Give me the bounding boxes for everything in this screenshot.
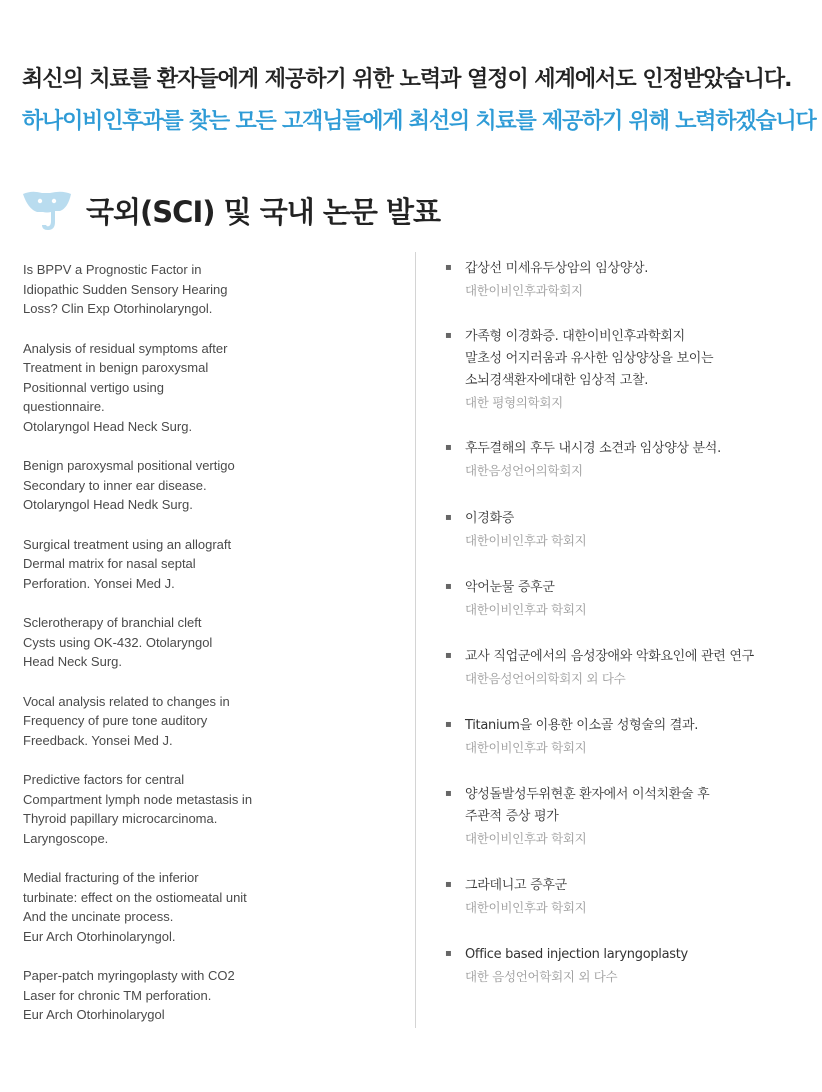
paper-line: Otolaryngol Head Nedk Surg. [23,497,193,512]
bullet-icon: ▪ [445,650,452,661]
paper-line: Secondary to inner ear disease. [23,477,207,493]
paper-source: 대한이비인후과 학회지 [465,740,587,755]
paper-line: Laser for chronic TM perforation. [23,987,212,1003]
domestic-paper-item [445,875,815,919]
paper-line: Frequency of pure tone auditory [23,713,208,728]
paper-line: Analysis of residual symptoms after [23,340,228,356]
paper-line: Predictive factors for central [23,772,185,787]
paper-title: 주관적 증상 평가 [465,809,559,824]
paper-line: Compartment lymph node metastasis in [23,791,253,807]
domestic-papers-list [445,258,815,988]
bullet-icon: ▪ [445,330,452,341]
paper-item [23,260,403,319]
paper-title: 양성돌발성두위현훈 환자에서 이석치환술 후 [465,787,710,802]
bullet-icon: ▪ [445,788,452,799]
bullet-icon: ▪ [445,442,452,453]
paper-line: Loss? Clin Exp Otorhinolaryngol. [23,301,213,316]
paper-line: Sclerotherapy of branchial cleft [23,615,202,630]
paper-line: Surgical treatment using an allograft [23,536,232,552]
domestic-paper-item [445,258,815,302]
paper-line: Eur Arch Otorhinolarygol [23,1007,165,1022]
domestic-paper-item [445,944,815,988]
paper-line: Otolaryngol Head Neck Surg. [23,418,193,434]
paper-line: Medial fracturing of the inferior [23,870,199,885]
paper-title: 이경화증 [465,511,515,526]
headline: 최신의 치료를 환자들에게 제공하기 위한 노력과 열정이 세계에서도 인정받았습니다. [22,67,792,92]
paper-line: Positionnal vertigo using [23,379,164,395]
domestic-paper-item [445,646,815,690]
paper-line: Dermal matrix for nasal septal [23,556,196,571]
paper-title: 갑상선 미세유두상암의 임상양상. [465,261,649,276]
paper-source: 대한 음성언어학회지 외 다수 [465,969,618,984]
section-header [20,188,440,232]
paper-source: 대한이비인후과 학회지 [465,533,587,548]
paper-line: Freedback. Yonsei Med J. [23,732,173,748]
paper-item [23,692,403,751]
paper-title: 소뇌경색환자에대한 임상적 고찰. [465,373,649,388]
elephant-icon [20,188,74,232]
paper-item [23,868,403,946]
paper-title: 악어눈물 증후군 [465,580,555,595]
paper-title: 후두결해의 후두 내시경 소견과 임상양상 분석. [465,441,721,456]
domestic-paper-item [445,438,815,482]
paper-line: Vocal analysis related to changes in [23,693,230,709]
bullet-icon: ▪ [445,512,452,523]
paper-source: 대한 평형의학회지 [465,395,563,410]
bullet-icon: ▪ [445,719,452,730]
domestic-paper-item [445,577,815,621]
paper-line: Laryngoscope. [23,830,109,846]
paper-title: 그라데니고 증후군 [465,878,567,893]
paper-source: 대한이비인후과 학회지 [465,900,587,915]
paper-source: 대한이비인후과학회지 [465,283,583,298]
paper-item [23,966,403,1025]
paper-line: Cysts using OK-432. Otolaryngol [23,634,213,650]
paper-line: Paper-patch myringoplasty with CO2 [23,968,235,983]
paper-title: 가족형 이경화증. 대한이비인후과학회지 [465,329,685,344]
paper-line: Treatment in benign paroxysmal [23,360,209,375]
domestic-paper-item [445,508,815,552]
paper-source: 대한이비인후과 학회지 [465,831,587,846]
paper-source: 대한이비인후과 학회지 [465,602,587,617]
column-divider [415,252,416,1028]
bullet-icon: ▪ [445,262,452,273]
paper-source: 대한음성언어의학회지 외 다수 [465,671,626,686]
paper-item [23,770,403,848]
bullet-icon: ▪ [445,948,452,959]
paper-line: Benign paroxysmal positional vertigo [23,458,235,473]
paper-item [23,456,403,515]
domestic-paper-item [445,784,815,850]
paper-line: questionnaire. [23,399,105,414]
paper-line: Is BPPV a Prognostic Factor in [23,262,202,277]
paper-line: Eur Arch Otorhinolaryngol. [23,928,176,944]
paper-source: 대한음성언어의학회지 [465,463,583,478]
bullet-icon: ▪ [445,879,452,890]
paper-title: Titanium을 이용한 이소골 성형술의 결과. [465,718,699,733]
paper-item [23,339,403,437]
paper-item [23,535,403,594]
paper-line: Head Neck Surg. [23,654,122,669]
paper-line: Perforation. Yonsei Med J. [23,575,175,591]
paper-title: Office based injection laryngoplasty [465,947,688,962]
bullet-icon: ▪ [445,581,452,592]
paper-line: And the uncinate process. [23,909,174,924]
domestic-paper-item [445,715,815,759]
paper-line: Idiopathic Sudden Sensory Hearing [23,281,228,297]
subline: 하나이비인후과를 찾는 모든 고객님들에게 최선의 치료를 제공하기 위해 노력하겠습니다 [22,109,816,134]
section-title: 국외(SCI) 및 국내 논문 발표 [86,194,440,229]
domestic-paper-item [445,326,815,414]
paper-line: Thyroid papillary microcarcinoma. [23,811,218,826]
paper-title: 교사 직업군에서의 음성장애와 악화요인에 관련 연구 [465,649,754,664]
paper-line: turbinate: effect on the ostiomeatal unit [23,889,247,905]
international-papers-list [23,260,403,1045]
paper-item [23,613,403,672]
paper-title: 말초성 어지러움과 유사한 임상양상을 보이는 [465,351,714,366]
